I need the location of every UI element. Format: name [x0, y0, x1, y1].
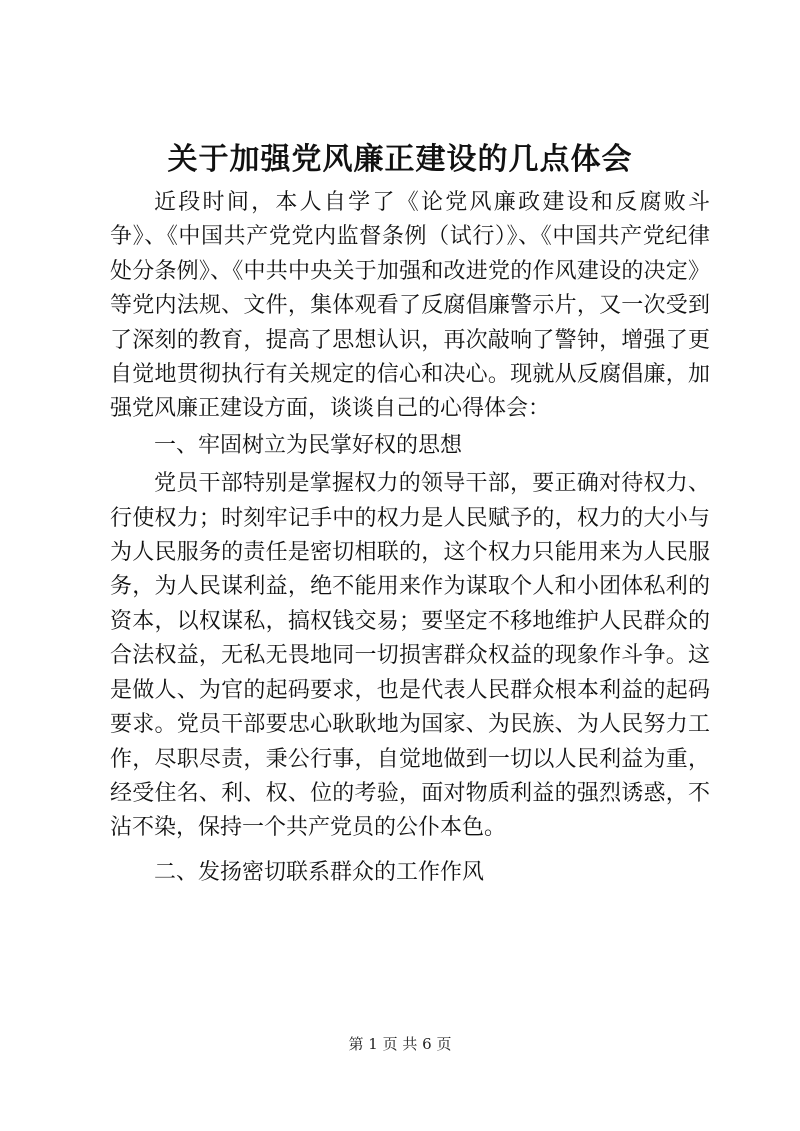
document-body — [110, 186, 710, 890]
section-2-heading: 二、发扬密切联系群众的工作作风 — [154, 859, 485, 885]
intro-paragraph: 近段时间，本人自学了《论党风廉政建设和反腐败斗争》、《中国共产党党内监督条例（试行）》、《中国共产党纪律处分条例》、《中共中央关于加强和改进党的作风建设的决定》等党内法规、文件，集体观看了反腐倡廉警示片，又一次受到了深刻的教育，提高了思想认识，再次敲响了警钟，增强了更自觉地贯彻执行有关规定的信心和决心。现就从反腐倡廉，加强党风廉正建设方面，谈谈自己的心得体会： — [110, 190, 710, 422]
page-footer: 第 1 页 共 6 页 — [348, 1035, 452, 1053]
section-1-heading: 一、牢固树立为民掌好权的思想 — [154, 432, 463, 458]
section-1-paragraph: 党员干部特别是掌握权力的领导干部，要正确对待权力、行使权力；时刻牢记手中的权力是人民赋予的，权力的大小与为人民服务的责任是密切相联的，这个权力只能用来为人民服务，为人民谋利益，绝不能用来作为谋取个人和小团体私利的资本，以权谋私，搞权钱交易；要坚定不移地维护人民群众的合法权益，无私无畏地同一切损害群众权益的现象作斗争。这是做人、为官的起码要求，也是代表人民群众根本利益的起码要求。党员干部要忠心耿耿地为国家、为民族、为人民努力工作，尽职尽责，秉公行事，自觉地做到一切以人民利益为重，经受住名、利、权、位的考验，面对物质利益的强烈诱惑，不沾不染，保持一个共产党员的公仆本色。 — [110, 471, 710, 841]
document-title: 关于加强党风廉正建设的几点体会 — [167, 142, 633, 177]
